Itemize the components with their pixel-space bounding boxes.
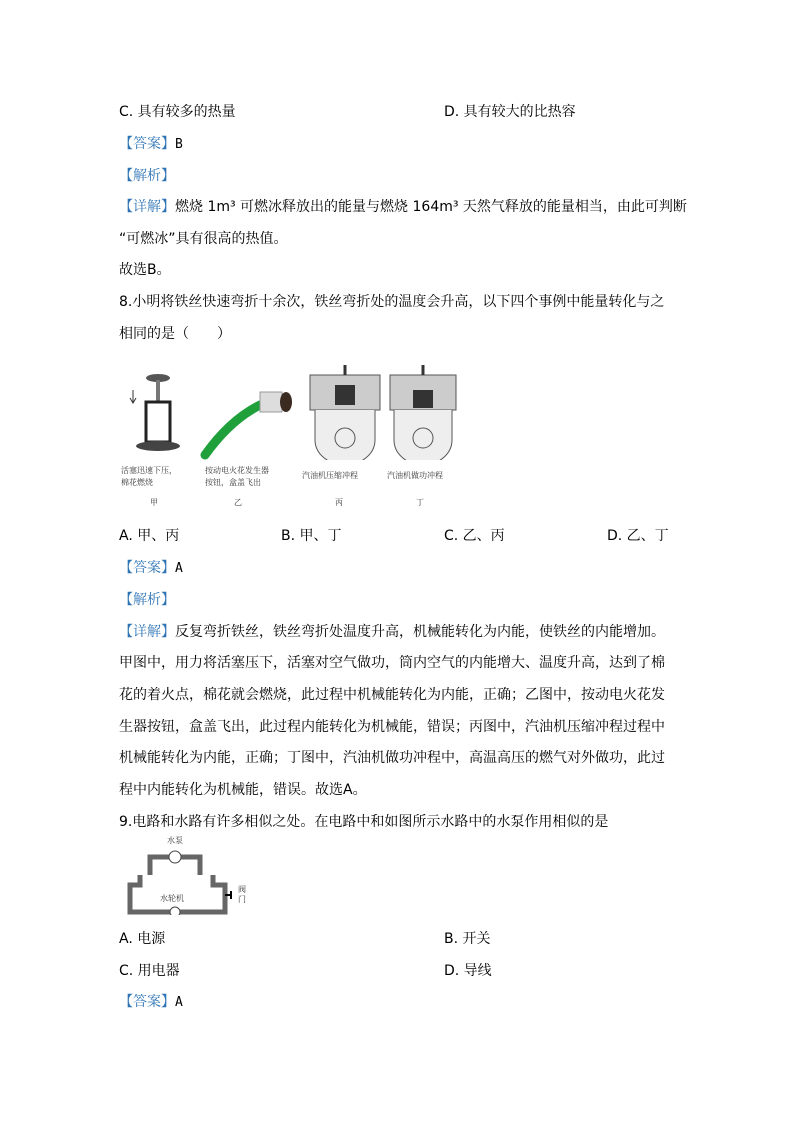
q7-analysis-label: 【解析】 [119,168,175,184]
label-pump: 水泵 [167,836,183,845]
q8-answer [119,558,183,579]
q7-option-c: C. 具有较多的热量 [119,104,236,120]
caption-line: 棉花燃烧 [121,478,153,487]
q9-option-b: B. 开关 [444,931,491,947]
q7-conclusion: 故选B。 [119,262,171,278]
valve-char: 阀 [238,885,246,894]
figure-caption-yi [205,465,269,489]
caption-line: 按钮，盒盖飞出 [205,478,261,487]
q7-detail-line2: “可燃冰”具有很高的热值。 [119,231,288,247]
q8-detail-line: 机械能转化为内能，正确；丁图中，汽油机做功冲程中，高温高压的燃气对外做功，此过 [119,750,665,766]
q7-answer [119,134,183,155]
q8-option-b: B. 甲、丁 [281,528,342,544]
q8-stem-line1: 8.小明将铁丝快速弯折十余次，铁丝弯折处的温度会升高，以下四个事例中能量转化与之 [119,294,665,310]
detail-text: 反复弯折铁丝，铁丝弯折处温度升高，机械能转化为内能，使铁丝的内能增加。 [175,624,665,640]
figure-caption-jia [121,465,177,489]
label-valve [238,885,246,905]
answer-label: 【答案】 [119,136,175,152]
q7-detail [119,197,687,217]
q9-stem: 9.电路和水路有许多相似之处。在电路中和如图所示水路中的水泵作用相似的是 [119,814,609,830]
detail-label: 【详解】 [119,199,175,215]
engine-power-figure [390,365,456,460]
q8-detail-line: 生器按钮，盒盖飞出，此过程内能转化为机械能，错误；丙图中，汽油机压缩冲程过程中 [119,719,665,735]
engine-compression-figure [310,365,380,460]
label-turbine: 水轮机 [160,894,184,903]
caption-line: 按动电火花发生器 [205,466,269,475]
answer-label: 【答案】 [119,994,175,1010]
detail-label: 【详解】 [119,624,175,640]
q8-detail-line: 甲图中，用力将活塞压下，活塞对空气做功，筒内空气的内能增大、温度升高，达到了棉 [119,655,665,671]
q9-option-c: C. 用电器 [119,963,180,979]
q8-detail-line: 花的着火点，棉花就会燃烧，此过程中机械能转化为内能，正确；乙图中，按动电火花发 [119,687,665,703]
q9-option-d: D. 导线 [444,963,492,979]
figure-label-jia: 甲 [150,498,158,507]
q8-option-a: A. 甲、丙 [119,528,180,544]
figure-label-bing: 丙 [335,498,343,507]
figure-caption-ding: 汽油机做功冲程 [387,471,443,480]
q9-answer [119,992,183,1013]
figure-label-ding: 丁 [416,498,424,507]
q8-stem-line2: 相同的是（ ） [119,326,231,342]
valve-char: 门 [238,895,246,904]
answer-label: 【答案】 [119,560,175,576]
detail-text: 燃烧 1m³ 可燃冰释放出的能量与燃烧 164m³ 天然气释放的能量相当，由此可判断 [175,199,687,215]
figure-caption-bing: 汽油机压缩冲程 [302,471,358,480]
answer-value: A [175,995,183,1010]
q8-option-c: C. 乙、丙 [444,528,505,544]
caption-line: 活塞迅速下压， [121,466,177,475]
piston-cylinder-figure [130,374,180,451]
answer-value: A [175,561,183,576]
q8-figures-illustration [120,360,460,460]
q8-detail [119,622,665,642]
q7-option-d: D. 具有较大的比热容 [444,104,576,120]
q8-detail-line: 程中内能转化为机械能，错误。故选A。 [119,782,367,798]
spark-generator-figure [205,392,292,455]
q8-option-d: D. 乙、丁 [607,528,669,544]
q8-analysis-label: 【解析】 [119,592,175,608]
answer-value: B [175,137,183,152]
q9-option-a: A. 电源 [119,931,166,947]
figure-label-yi: 乙 [234,498,242,507]
